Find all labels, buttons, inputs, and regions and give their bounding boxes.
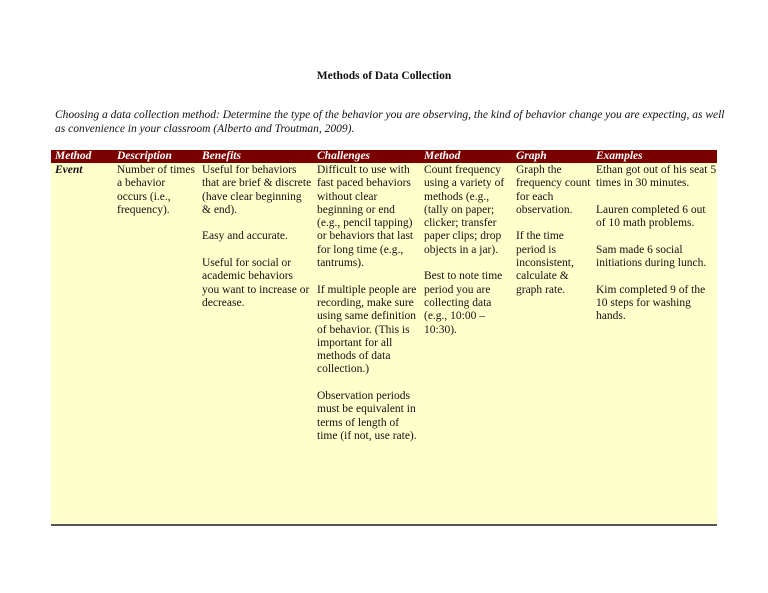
header-benefits: Benefits [202, 150, 241, 162]
cell-method: Event [55, 164, 83, 176]
header-method-detail: Method [424, 150, 461, 162]
benefit-text: Easy and accurate. [202, 230, 288, 243]
table-header-row [51, 150, 717, 163]
challenge-text: Difficult to use with fast paced behaviors without clear beginning or end (e.g., pencil tapping) or behaviors that last for long time (e.g., tantrums). [317, 164, 414, 270]
example-text: Lauren completed 6 out of 10 math problems. [596, 203, 706, 230]
data-collection-table [51, 150, 717, 526]
challenge-text: If multiple people are recording, make sure using same definition of behavior. (This is important for all methods of data collection.) [317, 283, 417, 376]
benefit-text: Useful for behaviors that are brief & discrete (have clear beginning & end). [202, 164, 312, 216]
cell-benefits [198, 163, 313, 524]
header-examples: Examples [596, 150, 643, 162]
cell-description [113, 163, 198, 524]
method-text: Count frequency using a variety of methods (e.g., (tally on paper; clicker; transfer paper clips; drop objects in a jar). [424, 164, 505, 256]
cell-method-detail [420, 163, 512, 524]
header-challenges: Challenges [317, 150, 371, 162]
header-description: Description [117, 150, 172, 162]
graph-text: If the time period is inconsistent, calculate & graph rate. [516, 230, 574, 296]
example-text: Kim completed 9 of the 10 steps for washing hands. [596, 283, 706, 323]
challenge-text: Observation periods must be equivalent in terms of length of time (if not, use rate). [317, 390, 417, 442]
table-row [51, 163, 717, 526]
example-text: Ethan got out of his seat 5 times in 30 minutes. [596, 164, 717, 190]
header-graph: Graph [516, 150, 547, 162]
cell-challenges [313, 163, 420, 524]
description-text: Number of times a behavior occurs (i.e., frequency). [117, 164, 195, 216]
benefit-text: Useful for social or academic behaviors you want to increase or decrease. [202, 257, 310, 309]
graph-text: Graph the frequency count for each observation. [516, 164, 591, 216]
cell-graph [512, 163, 592, 524]
intro-paragraph: Choosing a data collection method: Determine the type of the behavior you are observing, the kind of behavior change you are expecting, as well as convenience in your classroom (Alberto and Troutman, 2009). [55, 109, 725, 135]
cell-examples [592, 163, 717, 524]
example-text: Sam made 6 social initiations during lunch. [596, 243, 707, 270]
method-text: Best to note time period you are collecting data (e.g., 10:00 – 10:30). [424, 270, 503, 336]
page-title: Methods of Data Collection [316, 70, 452, 82]
header-method: Method [55, 150, 92, 162]
